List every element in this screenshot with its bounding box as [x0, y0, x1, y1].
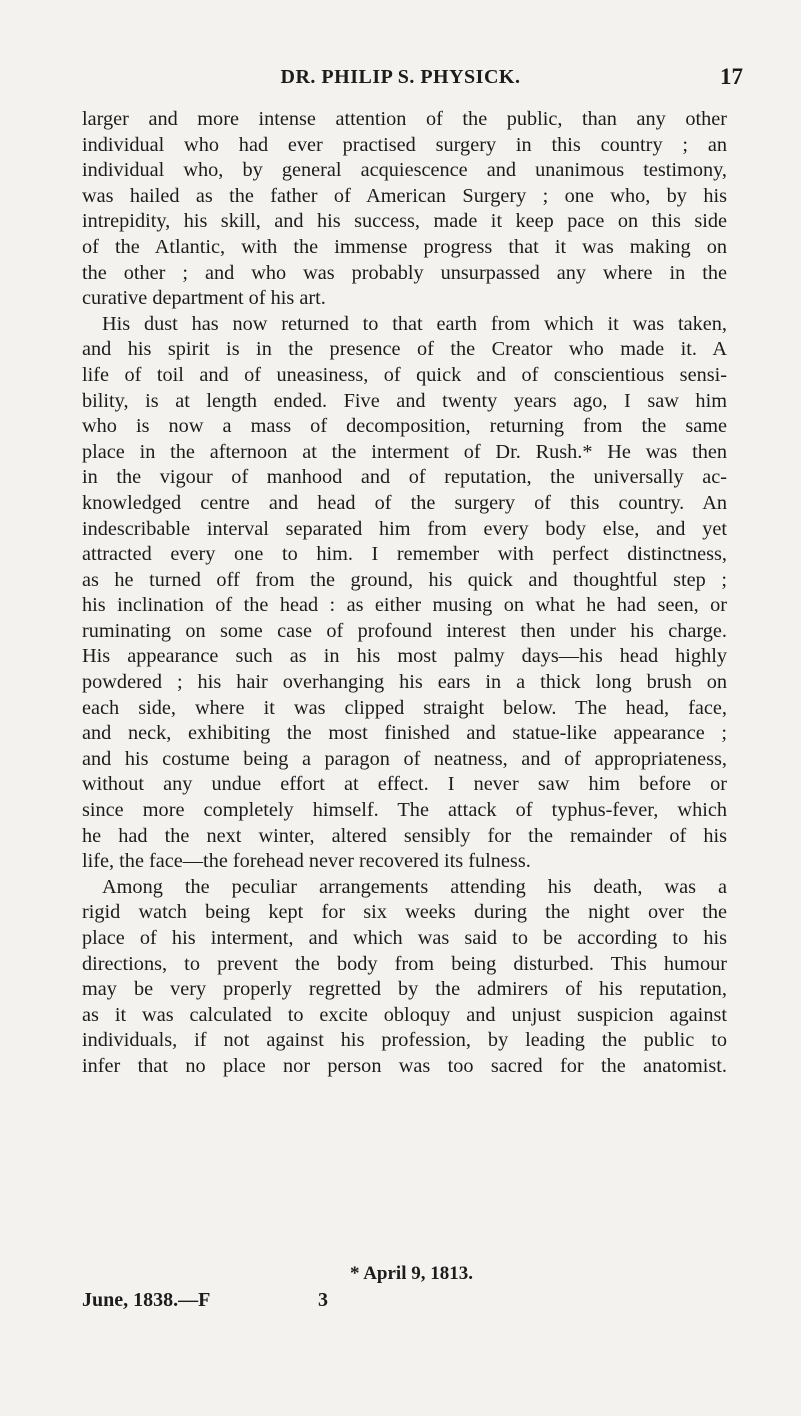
text-line: directions, to prevent the body from being disturbed. This humour: [82, 952, 727, 975]
text-line: may be very properly regretted by the admirers of his reputation,: [82, 978, 727, 1001]
text-line: place of his interment, and which was said to be according to his: [82, 927, 727, 949]
text-line: place in the afternoon at the interment of Dr. Rush.* He was then: [82, 440, 727, 463]
running-title: DR. PHILIP S. PHYSICK.: [280, 66, 521, 88]
text-line: bility, is at length ended. Five and twenty years ago, I saw him: [82, 389, 727, 412]
text-line: in the vigour of manhood and of reputation, the universally ac-: [82, 466, 727, 489]
text-line: ruminating on some case of profound interest then under his charge.: [82, 619, 727, 642]
text-line: intrepidity, his skill, and his success, made it keep pace on this side: [82, 210, 727, 233]
text-line: infer that no place nor person was too sacred for the anatomist.: [82, 1054, 727, 1077]
text-line: larger and more intense attention of the public, than any other: [82, 108, 727, 130]
text-line: curative department of his art.: [82, 287, 326, 310]
text-line: individuals, if not against his profession, by leading the public to: [82, 1029, 727, 1052]
text-line: as it was calculated to excite obloquy and unjust suspicion against: [82, 1003, 727, 1026]
text-line: and his spirit is in the presence of the Creator who made it. A: [82, 338, 727, 361]
text-line: life, the face—the forehead never recovered its fulness.: [82, 850, 531, 873]
text-line: powdered ; his hair overhanging his ears in a thick long brush on: [82, 671, 727, 694]
signature-line: June, 1838.—F: [82, 1289, 211, 1311]
text-line: without any undue effort at effect. I never saw him before or: [82, 773, 727, 796]
page-number: 17: [720, 64, 743, 89]
footnote: * April 9, 1813.: [350, 1263, 473, 1284]
text-line: His dust has now returned to that earth from which it was taken,: [102, 312, 727, 335]
text-line: knowledged centre and head of the surgery of this country. An: [82, 491, 727, 514]
text-line: rigid watch being kept for six weeks during the night over the: [82, 901, 727, 924]
text-line: was hailed as the father of American Surgery ; one who, by his: [82, 184, 727, 207]
text-line: and neck, exhibiting the most finished and statue-like appearance ;: [82, 722, 727, 745]
running-head: [0, 64, 801, 94]
text-line: each side, where it was clipped straight below. The head, face,: [82, 696, 727, 719]
text-line: His appearance such as in his most palmy days—his head highly: [82, 645, 727, 668]
text-line: as he turned off from the ground, his quick and thoughtful step ;: [82, 568, 727, 591]
text-line: individual who, by general acquiescence and unanimous testimony,: [82, 159, 727, 182]
text-line: of the Atlantic, with the immense progress that it was making on: [82, 235, 727, 258]
text-line: and his costume being a paragon of neatness, and of appropriateness,: [82, 747, 727, 770]
text-line: attracted every one to him. I remember with perfect distinctness,: [82, 543, 727, 566]
text-line: he had the next winter, altered sensibly for the remainder of his: [82, 824, 727, 847]
text-line: individual who had ever practised surgery in this country ; an: [82, 133, 727, 156]
text-line: Among the peculiar arrangements attending his death, was a: [102, 875, 727, 898]
text-line: his inclination of the head : as either musing on what he had seen, or: [82, 594, 727, 617]
body-text: [82, 107, 727, 1080]
text-line: life of toil and of uneasiness, of quick and of conscientious sensi-: [82, 363, 727, 386]
text-line: the other ; and who was probably unsurpassed any where in the: [82, 261, 727, 284]
text-line: since more completely himself. The attack of typhus-fever, which: [82, 799, 727, 822]
text-line: indescribable interval separated him from every body else, and yet: [82, 517, 727, 540]
text-line: who is now a mass of decomposition, returning from the same: [82, 415, 727, 438]
signature-mark: 3: [318, 1289, 328, 1311]
